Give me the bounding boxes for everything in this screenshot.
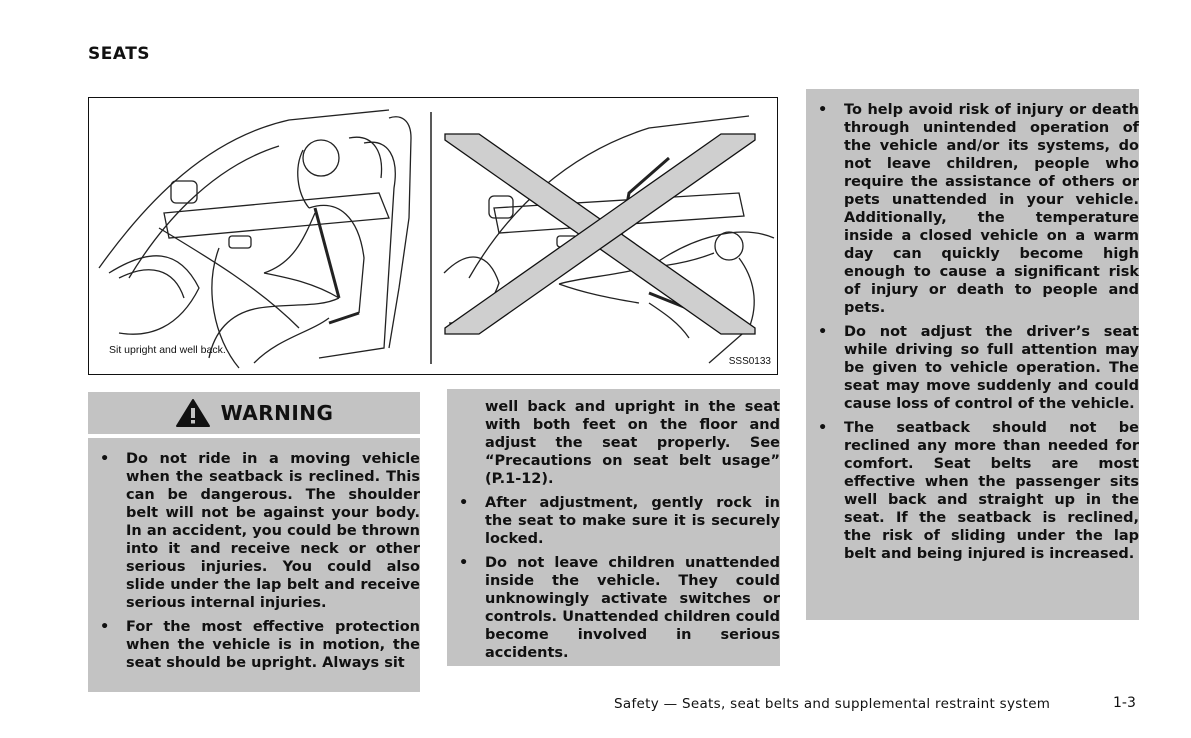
bullet-icon: •	[459, 495, 469, 511]
list-item: • For the most effective protection when the vehicle is in motion, the seat should be upright. Always sit	[100, 619, 420, 671]
bullet-icon: •	[818, 420, 828, 436]
seating-illustration	[88, 97, 778, 375]
bullet-icon: •	[459, 555, 469, 571]
bullet-icon: •	[100, 619, 110, 635]
warning-column-2	[447, 389, 780, 666]
list-item: • Do not leave children unattended inside the vehicle. They could unknowingly activate switches or controls. Unattended children could become involved in serious accidents.	[459, 555, 780, 661]
prohibited-x-icon	[445, 134, 755, 334]
footer-text: Safety — Seats, seat belts and supplemental restraint system	[614, 696, 1051, 712]
list-item: • Do not ride in a moving vehicle when the seatback is reclined. This can be dangerous. The shoulder belt will not be against your body. In an accident, you could be thrown into it and receive neck or other serious injuries. You could also slide under the lap belt and receive serious internal injuries.	[100, 451, 420, 611]
figure-caption: Sit upright and well back.	[109, 344, 226, 356]
list-item: • To help avoid risk of injury or death through unintended operation of the vehicle and/or its systems, do not leave children, people who require the assistance of others or pets unattended in your vehicle. Additionally, the temperature inside a closed vehicle on a warm day can quickly become high enough to cause a significant risk of injury or death to people and pets.	[818, 102, 1139, 316]
list-item: • The seatback should not be reclined any more than needed for comfort. Seat belts are most effective when the passenger sits well back and straight up in the seat. If the seatback is reclined, the risk of sliding under the lap belt and being injured is increased.	[818, 420, 1139, 562]
list-item: • After adjustment, gently rock in the seat to make sure it is securely locked.	[459, 495, 780, 547]
warning-column-3	[806, 89, 1139, 620]
bullet-icon: •	[100, 451, 110, 467]
figure-code: SSS0133	[728, 356, 771, 367]
bullet-icon: •	[818, 324, 828, 340]
warning-triangle-icon	[175, 398, 211, 428]
section-title: SEATS	[88, 44, 151, 64]
warning-label: WARNING	[220, 401, 334, 425]
illustration-drawing	[89, 98, 778, 375]
list-item: • Do not adjust the driver’s seat while driving so full attention may be given to vehicle operation. The seat may move suddenly and could cause loss of control of the vehicle.	[818, 324, 1139, 412]
warning-column-1	[88, 438, 420, 692]
warning-header	[88, 392, 420, 434]
continued-text: well back and upright in the seat with both feet on the floor and adjust the seat properly. See “Precautions on seat belt usage” (P.1-12).	[485, 399, 780, 487]
page-number: 1-3	[1113, 695, 1136, 711]
bullet-icon: •	[818, 102, 828, 118]
